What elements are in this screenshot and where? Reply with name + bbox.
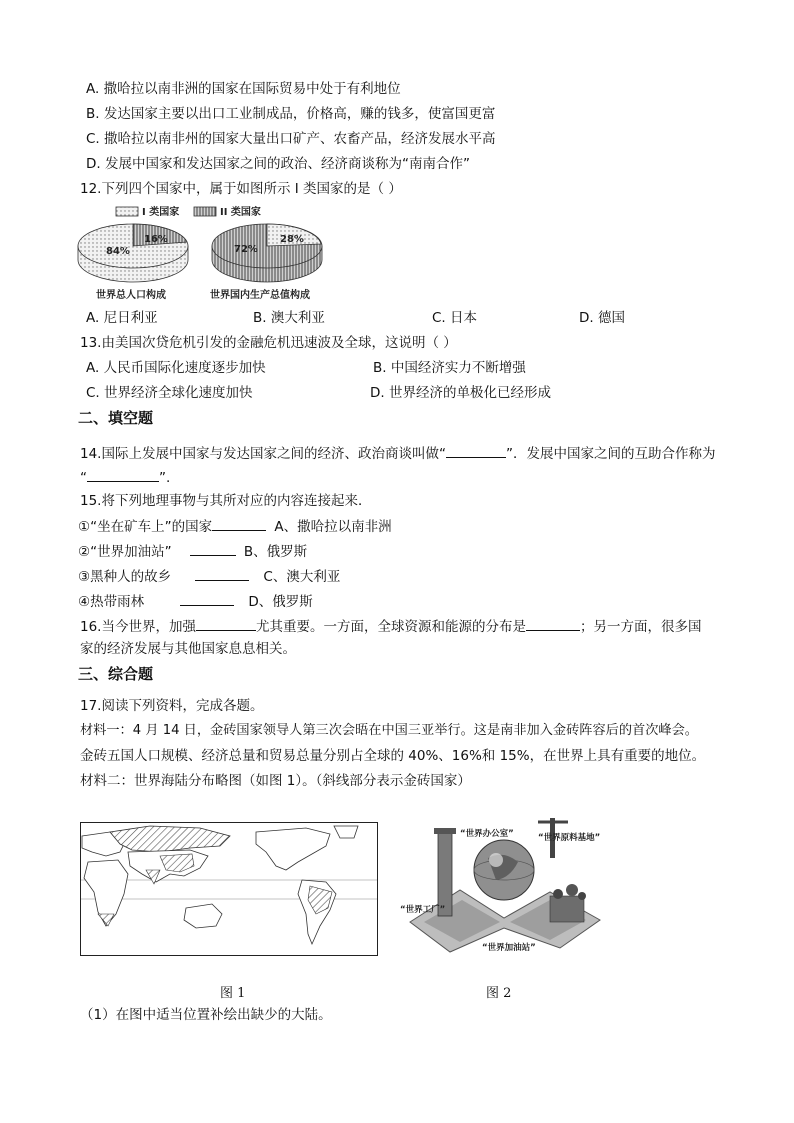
q11-option-d: D. 发展中国家和发达国家之间的政治、经济商谈称为“南南合作” [86,156,470,172]
pie-gdp [212,224,322,282]
pie-gdp-caption: 世界国内生产总值构成 [210,290,310,301]
q12-option-a: A. 尼日利亚 [86,310,158,326]
figure1-world-map [80,822,378,956]
q13-option-b: B. 中国经济实力不断增强 [373,360,526,376]
q12-stem: 12.下列四个国家中，属于如图所示 I 类国家的是（ ） [80,181,402,197]
q14-text-a: 14.国际上发展中国家与发达国家之间的经济、政治商谈叫做“ [80,446,446,462]
pie-population-big-label: 84% [106,246,130,257]
pie-gdp-big-label: 72% [234,244,258,255]
q13-option-a: A. 人民币国际化速度逐步加快 [86,360,266,376]
q12-option-c: C. 日本 [432,310,478,326]
q11-option-c: C. 撒哈拉以南非州的国家大量出口矿产、农畜产品，经济发展水平高 [86,131,496,147]
q12-pie-charts [76,202,346,304]
q14-text-b: ”．发展中国家之间的互助合作称为 [505,446,716,462]
q15-item-4: ④热带雨林 D、俄罗斯 [78,591,313,611]
q11-option-a: A. 撒哈拉以南非洲的国家在国际贸易中处于有利地位 [86,81,401,97]
q17-material1-line2: 金砖五国人口规模、经济总量和贸易总量分别占全球的 40%、16%和 15%，在世界上具有重要的地位。 [80,748,706,764]
label-world-gas-station: “世界加油站” [482,943,536,953]
legend-type1-swatch [116,207,138,216]
q14-line2: “ ”. [80,467,170,487]
q13-stem: 13.由美国次贷危机引发的金融危机迅速波及全球，这说明（ ） [80,335,457,351]
pie-population-caption: 世界总人口构成 [96,290,166,301]
q15-blank-4[interactable] [180,591,234,606]
q15-item-2: ②“世界加油站” B、俄罗斯 [78,541,307,561]
q12-options [86,309,686,327]
pie-population-small-label: 16% [144,234,168,245]
figure2-brics-illustration [400,800,614,958]
label-world-office: “世界办公室” [460,829,514,839]
q14-blank-2[interactable] [87,467,159,482]
q17-sub1: （1）在图中适当位置补绘出缺少的大陆。 [80,1007,332,1023]
q17-material1-line1: 材料一：4 月 14 日，金砖国家领导人第三次会晤在中国三亚举行。这是南非加入金砖阵容后的首次峰会。 [80,723,698,738]
legend-type1-label: I 类国家 [142,207,180,218]
q17-stem: 17.阅读下列资料，完成各题。 [80,698,264,714]
figure2-caption: 图 2 [486,986,512,1001]
q14-line1 [80,443,715,463]
q12-option-b: B. 澳大利亚 [253,310,325,326]
label-world-raw-material-base: “世界原料基地” [538,833,601,843]
q11-option-b: B. 发达国家主要以出口工业制成品，价格高，赚的钱多，使富国更富 [86,106,496,122]
q15-blank-2[interactable] [190,541,236,556]
q15-item-3: ③黑种人的故乡 C、澳大利亚 [78,566,340,586]
pie-population [78,224,188,282]
q15-item-1: ①“坐在矿车上”的国家 A、撒哈拉以南非洲 [78,516,392,536]
q16-blank-2[interactable] [526,616,580,631]
q13-option-d: D. 世界经济的单极化已经形成 [370,385,551,401]
figure1-caption: 图 1 [220,986,246,1001]
q15-stem: 15.将下列地理事物与其所对应的内容连接起来． [80,493,372,509]
q14-blank-1[interactable] [446,443,506,458]
q15-blank-1[interactable] [212,516,266,531]
q16-line1: 16.当今世界，加强 尤其重要。一方面，全球资源和能源的分布是 ；另一方面，很多国 [80,616,701,636]
section-comprehensive-heading: 三、综合题 [78,665,154,683]
q16-blank-1[interactable] [196,616,256,631]
q13-option-c: C. 世界经济全球化速度加快 [86,385,253,401]
pie-gdp-small-label: 28% [280,234,304,245]
q15-blank-3[interactable] [195,566,249,581]
q12-option-d: D. 德国 [579,310,625,326]
legend-type2-label: II 类国家 [220,207,261,218]
label-world-factory: “世界工厂” [400,905,446,915]
legend-type2-swatch [194,207,216,216]
section-fill-in-heading: 二、填空题 [78,409,154,427]
q17-material2: 材料二：世界海陆分布略图（如图 1）。（斜线部分表示金砖国家） [80,773,471,789]
q16-line2: 家的经济发展与其他国家息息相关。 [80,641,296,657]
